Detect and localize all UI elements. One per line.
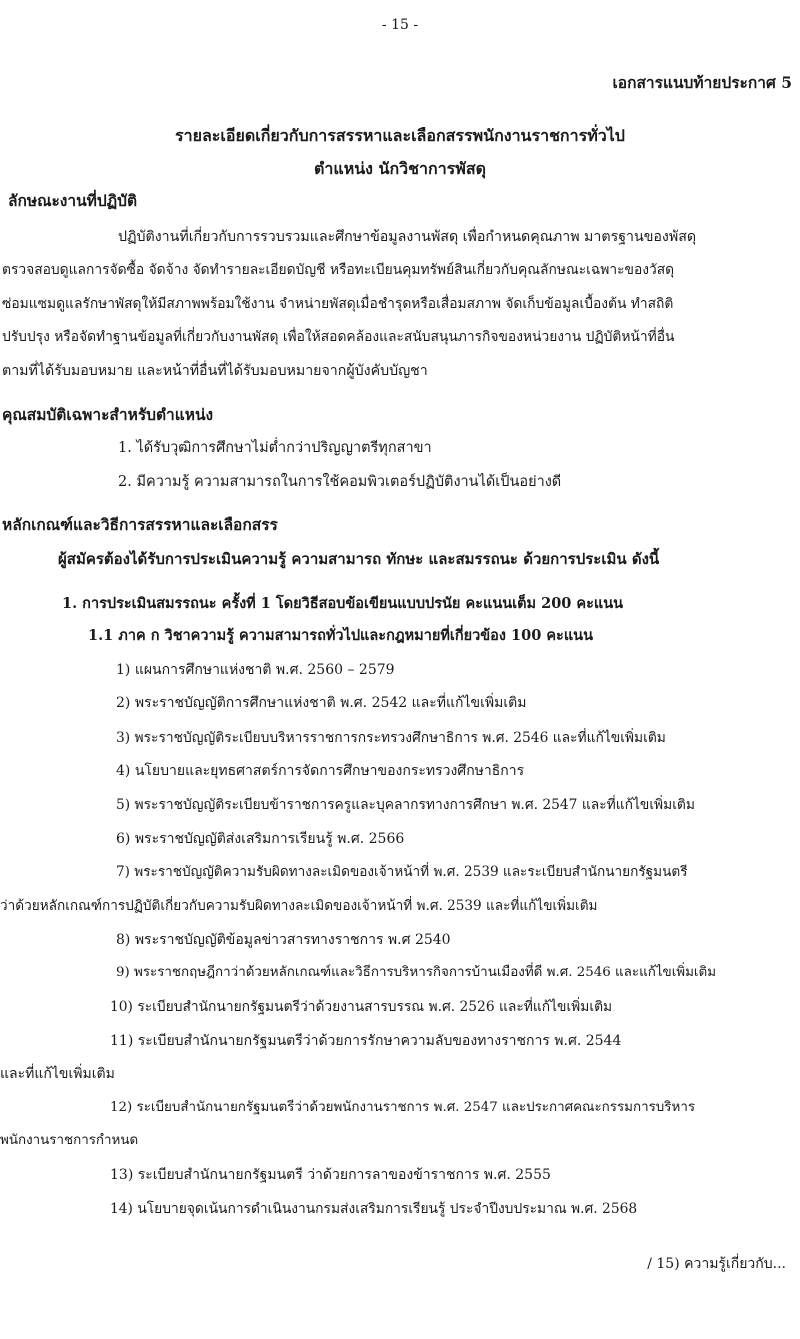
position-title: ตำแหน่ง นักวิชาการพัสดุ xyxy=(314,159,486,178)
document-title: รายละเอียดเกี่ยวกับการสรรหาและเลือกสรรพนักงานราชการทั่วไป xyxy=(175,126,625,145)
law-item: 7) พระราชบัญญัติความรับผิดทางละเมิดของเจ้าหน้าที่ พ.ศ. 2539 และระเบียบสำนักนายกรัฐมนตรี xyxy=(116,864,688,880)
law-item: 1) แผนการศึกษาแห่งชาติ พ.ศ. 2560 – 2579 xyxy=(116,662,395,678)
law-item: 13) ระเบียบสำนักนายกรัฐมนตรี ว่าด้วยการลาของข้าราชการ พ.ศ. 2555 xyxy=(110,1167,551,1183)
law-item: 14) นโยบายจุดเน้นการดำเนินงานกรมส่งเสริมการเรียนรู้ ประจำปีงบประมาณ พ.ศ. 2568 xyxy=(110,1201,638,1217)
criteria-intro: ผู้สมัครต้องได้รับการประเมินความรู้ ความสามารถ ทักษะ และสมรรถนะ ด้วยการประเมิน ดังนี้ xyxy=(58,550,660,568)
duties-line: ตามที่ได้รับมอบหมาย และหน้าที่อื่นที่ได้รับมอบหมายจากผู้บังคับบัญชา xyxy=(2,363,428,379)
duties-line: ซ่อมแซมดูแลรักษาพัสดุให้มีสภาพพร้อมใช้งาน จำหน่ายพัสดุเมื่อชำรุดหรือเสื่อมสภาพ จัดเก็บข้อมูลเบื้องต้น ทำสถิติ xyxy=(2,296,674,312)
law-item-continued: ว่าด้วยหลักเกณฑ์การปฏิบัติเกี่ยวกับความรับผิดทางละเมิดของเจ้าหน้าที่ พ.ศ. 2539 และที่แก้ไขเพิ่มเติม xyxy=(0,898,598,914)
duties-line: ตรวจสอบดูแลการจัดซื้อ จัดจ้าง จัดทำรายละเอียดบัญชี หรือทะเบียนคุมทรัพย์สินเกี่ยวกับคุณลักษณะเฉพาะของวัสดุ xyxy=(2,262,675,278)
section-1-1-heading: 1.1 ภาค ก วิชาความรู้ ความสามารถทั่วไปและกฎหมายที่เกี่ยวข้อง 100 คะแนน xyxy=(88,627,593,644)
law-item: 8) พระราชบัญญัติข้อมูลข่าวสารทางราชการ พ.ศ 2540 xyxy=(116,932,451,948)
law-item: 5) พระราชบัญญัติระเบียบข้าราชการครูและบุคลากรทางการศึกษา พ.ศ. 2547 และที่แก้ไขเพิ่มเติม xyxy=(116,797,695,813)
law-item: 10) ระเบียบสำนักนายกรัฐมนตรีว่าด้วยงานสารบรรณ พ.ศ. 2526 และที่แก้ไขเพิ่มเติม xyxy=(110,999,613,1015)
qualification-item: 2. มีความรู้ ความสามารถในการใช้คอมพิวเตอร์ปฏิบัติงานได้เป็นอย่างดี xyxy=(118,474,562,490)
criteria-heading: หลักเกณฑ์และวิธีการสรรหาและเลือกสรร xyxy=(2,515,278,534)
page-number: - 15 - xyxy=(381,17,419,33)
law-item: 9) พระราชกฤษฎีกาว่าด้วยหลักเกณฑ์และวิธีการบริหารกิจการบ้านเมืองที่ดี พ.ศ. 2546 และแก้ไขเพิ่มเติม xyxy=(116,965,717,980)
law-item: 12) ระเบียบสำนักนายกรัฐมนตรีว่าด้วยพนักงานราชการ พ.ศ. 2547 และประกาศคณะกรรมการบริหาร xyxy=(110,1100,696,1115)
law-item: 3) พระราชบัญญัติระเบียบบริหารราชการกระทรวงศึกษาธิการ พ.ศ. 2546 และที่แก้ไขเพิ่มเติม xyxy=(116,730,666,746)
qualification-item: 1. ได้รับวุฒิการศึกษาไม่ต่ำกว่าปริญญาตรีทุกสาขา xyxy=(118,440,432,456)
law-item: 11) ระเบียบสำนักนายกรัฐมนตรีว่าด้วยการรักษาความลับของทางราชการ พ.ศ. 2544 xyxy=(110,1033,622,1049)
law-item: 6) พระราชบัญญัติส่งเสริมการเรียนรู้ พ.ศ. 2566 xyxy=(116,831,405,847)
law-item-continued: และที่แก้ไขเพิ่มเติม xyxy=(0,1066,115,1082)
law-item: 2) พระราชบัญญัติการศึกษาแห่งชาติ พ.ศ. 2542 และที่แก้ไขเพิ่มเติม xyxy=(116,695,527,711)
continuation-note: / 15) ความรู้เกี่ยวกับ... xyxy=(647,1256,786,1272)
round1-heading: 1. การประเมินสมรรถนะ ครั้งที่ 1 โดยวิธีสอบข้อเขียนแบบปรนัย คะแนนเต็ม 200 คะแนน xyxy=(62,595,624,612)
duties-line: ปฏิบัติงานที่เกี่ยวกับการรวบรวมและศึกษาข้อมูลงานพัสดุ เพื่อกำหนดคุณภาพ มาตรฐานของพัสดุ xyxy=(118,229,697,245)
law-item-continued: พนักงานราชการกำหนด xyxy=(0,1133,139,1148)
duties-heading: ลักษณะงานที่ปฏิบัติ xyxy=(8,191,138,210)
law-item: 4) นโยบายและยุทธศาสตร์การจัดการศึกษาของกระทรวงศึกษาธิการ xyxy=(116,763,525,779)
qualifications-heading: คุณสมบัติเฉพาะสำหรับตำแหน่ง xyxy=(2,405,214,424)
annex-label: เอกสารแนบท้ายประกาศ 5 xyxy=(612,73,792,92)
duties-line: ปรับปรุง หรือจัดทำฐานข้อมูลที่เกี่ยวกับงานพัสดุ เพื่อให้สอดคล้องและสนับสนุนภารกิจของหน่วยงาน ปฏิบัติหน้าที่อื่น xyxy=(2,329,675,345)
